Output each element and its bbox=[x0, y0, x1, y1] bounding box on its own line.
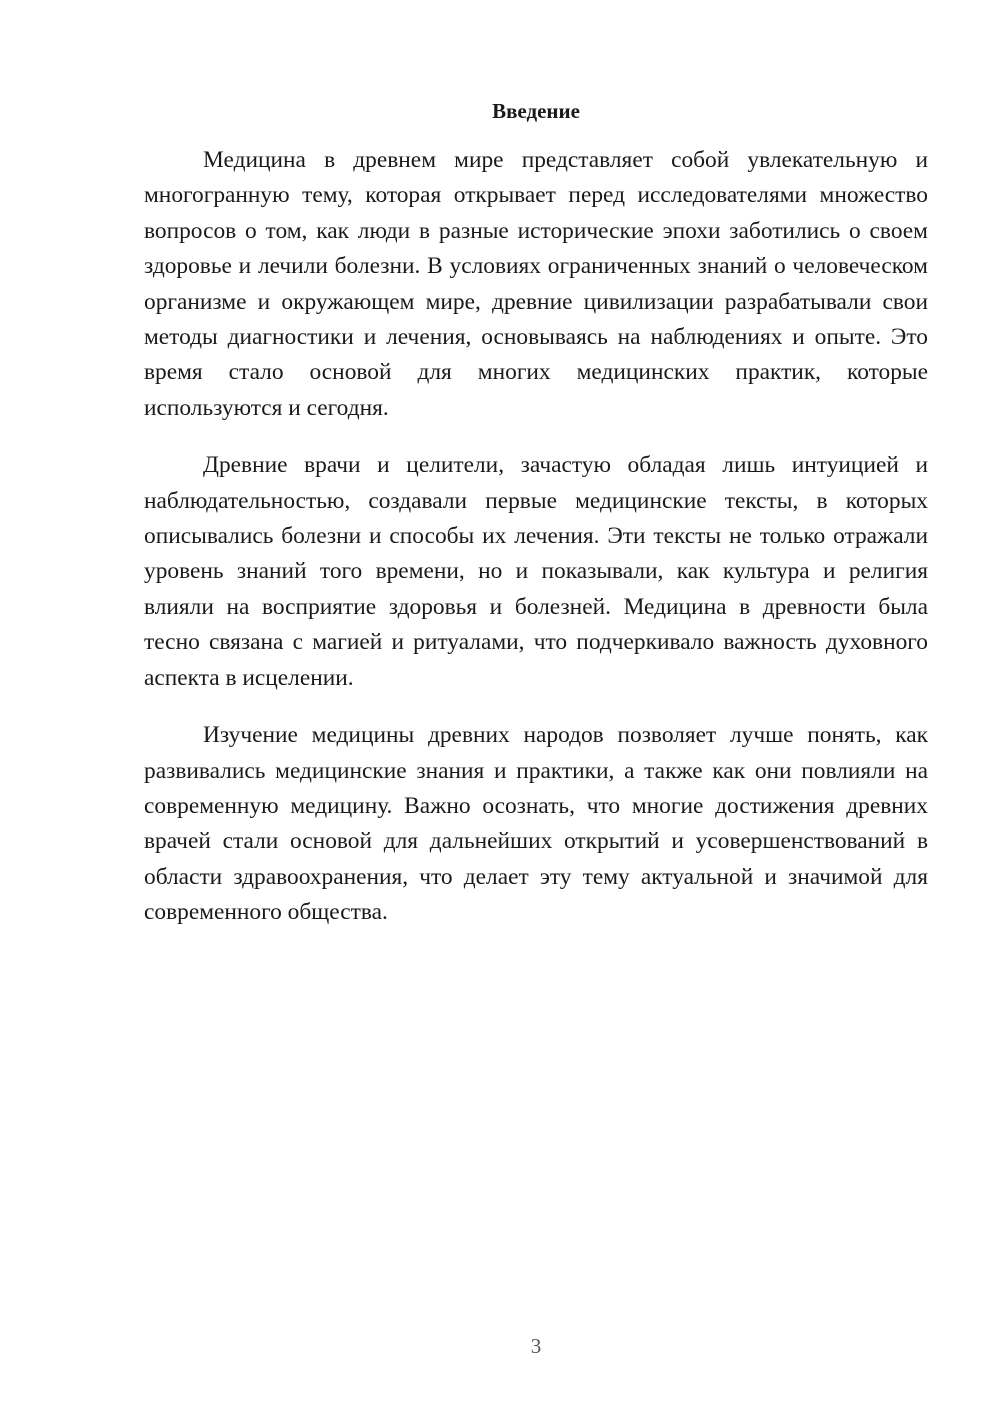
paragraph-2: Древние врачи и целители, зачастую обладая лишь интуицией и наблюдательностью, создавали первые медицинские тексты, в которых описывались болезни и способы их лечения. Эти тексты не только отражали уровень знаний того времени, но и показывали, как культура и религия влияли на восприятие здоровья и болезней. Медицина в древности была тесно связана с магией и ритуалами, что подчеркивало важность духовного аспекта в исцелении. bbox=[144, 452, 928, 691]
paragraph-1: Медицина в древнем мире представляет собой увлекательную и многогранную тему, которая открывает перед исследователями множество вопросов о том, как люди в разные исторические эпохи заботились о своем здоровье и лечили болезни. В условиях ограниченных знаний о человеческом организме и окружающем мире, древние цивилизации разрабатывали свои методы диагностики и лечения, основываясь на наблюдениях и опыте. Это время стало основой для многих медицинских практик, которые используются и сегодня. bbox=[144, 147, 928, 421]
paragraph-3: Изучение медицины древних народов позволяет лучше понять, как развивались медицинские знания и практики, а также как они повлияли на современную медицину. Важно осознать, что многие достижения древних врачей стали основой для дальнейших открытий и усовершенствований в области здравоохранения, что делает эту тему актуальной и значимой для современного общества. bbox=[144, 722, 928, 926]
page-title: Введение bbox=[492, 99, 580, 123]
page-number: 3 bbox=[530, 1334, 542, 1358]
body-text bbox=[144, 143, 928, 953]
